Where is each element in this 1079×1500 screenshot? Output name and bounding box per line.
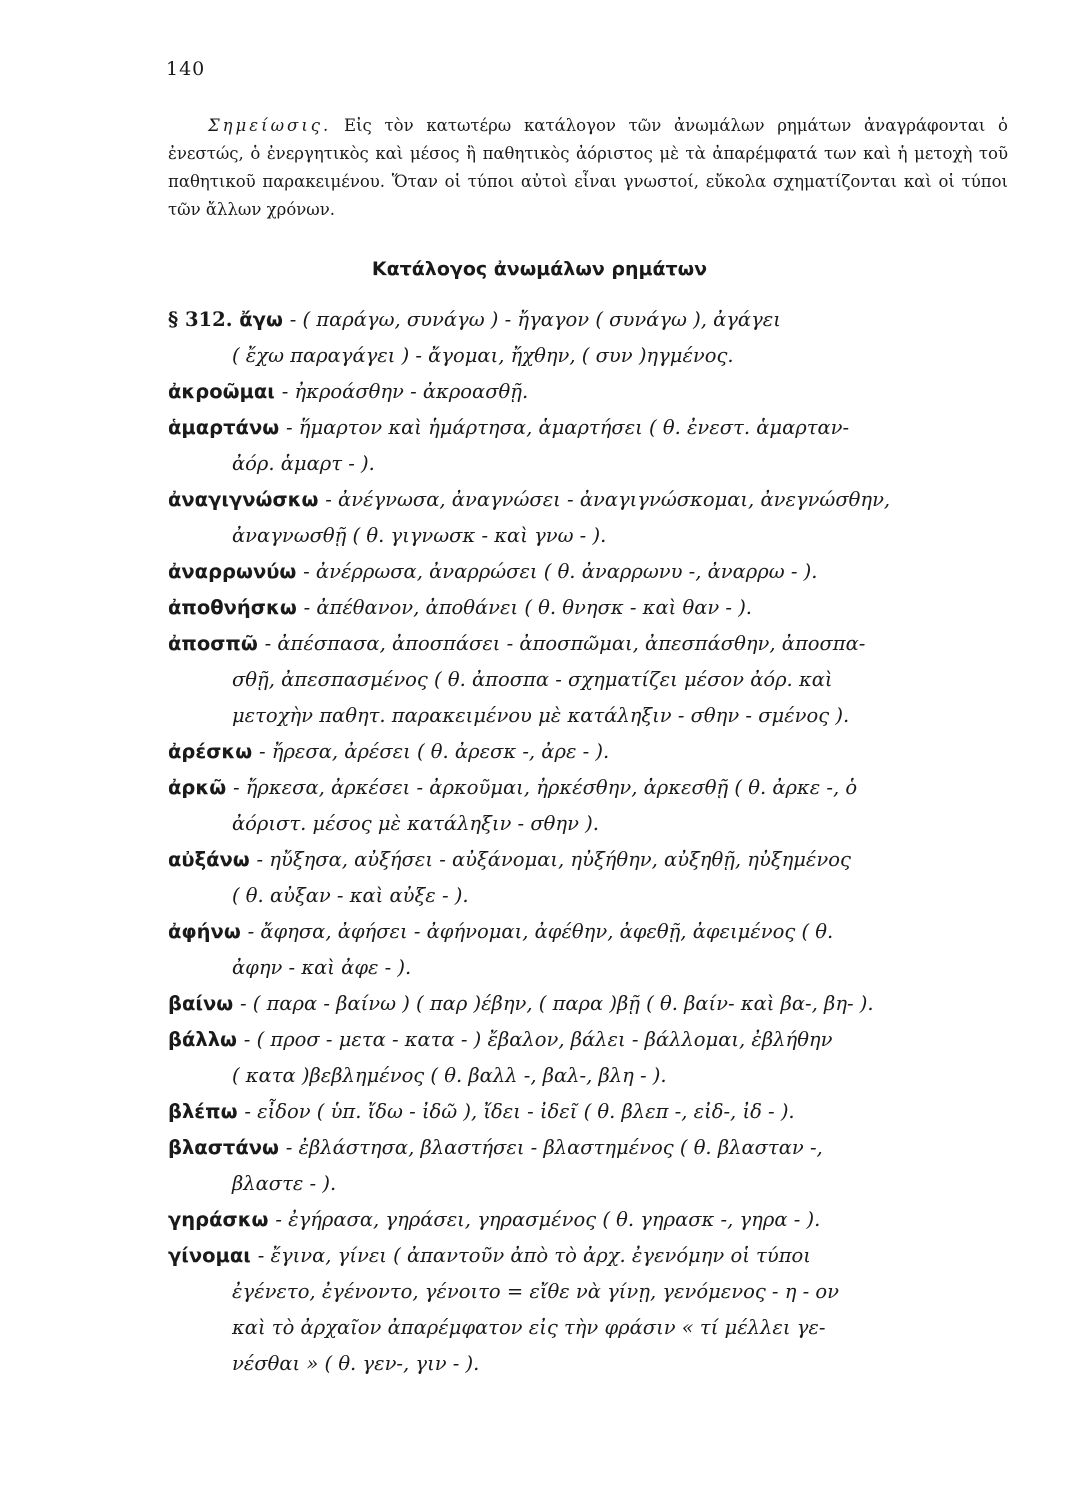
entry-line [168, 806, 1016, 842]
verb-forms: ( ἔχω παραγάγει ) - ἄγομαι, ἤχθην, ( συν )ηγμένος. [232, 344, 734, 367]
verb-entry [168, 1094, 1016, 1130]
entry-line [168, 770, 1016, 806]
note-lead: Σημείωσις. [208, 116, 332, 135]
entry-line [168, 1346, 1016, 1382]
verb-forms: - ἔγινα, γίνει ( ἀπαντοῦν ἀπὸ τὸ ἀρχ. ἐγενόμην οἱ τύποι [257, 1244, 811, 1267]
verb-lemma: ἀποσπῶ [168, 632, 265, 655]
verb-lemma: ἀναγιγνώσκω [168, 488, 326, 511]
verb-forms: - ἀνέρρωσα, ἀναρρώσει ( θ. ἀναρρωνυ -, ἀναρρω - ). [303, 560, 818, 583]
verb-forms: ἀφην - καὶ ἀφε - ). [232, 956, 412, 979]
verb-forms: ἀόριστ. μέσος μὲ κατάληξιν - σθην ). [232, 812, 599, 835]
verb-forms: - ἠκροάσθην - ἀκροασθῇ. [281, 380, 529, 403]
entry-line [168, 986, 1016, 1022]
verb-lemma: αὐξάνω [168, 848, 257, 871]
verb-lemma: βλαστάνω [168, 1136, 286, 1159]
verb-lemma: ἀφήνω [168, 920, 248, 943]
verb-lemma: βάλλω [168, 1028, 244, 1051]
verb-lemma: ἀρκῶ [168, 776, 233, 799]
section-title: Κατάλογος ἀνωμάλων ρημάτων [371, 258, 708, 280]
verb-forms: σθῇ, ἀπεσπασμένος ( θ. ἀποσπα - σχηματίζει μέσον ἀόρ. καὶ [232, 668, 833, 691]
verb-lemma: ἀρέσκω [168, 740, 259, 763]
entry-line [168, 662, 1016, 698]
verb-forms: - ἤρκεσα, ἀρκέσει - ἀρκοῦμαι, ἠρκέσθην, ἀρκεσθῇ ( θ. ἀρκε -, ὁ [232, 776, 858, 799]
entry-line [168, 1274, 1016, 1310]
verb-entry [168, 986, 1016, 1022]
verb-entry [168, 734, 1016, 770]
verb-lemma: ἁμαρτάνω [168, 416, 286, 439]
verb-forms: - ( παρα - βαίνω ) ( παρ )έβην, ( παρα )βῇ ( θ. βαίν- καὶ βα-, βη- ). [239, 992, 874, 1015]
verb-entry [168, 554, 1016, 590]
entry-line [168, 950, 1016, 986]
entry-line [168, 590, 1016, 626]
entry-line [168, 1166, 1016, 1202]
verb-list [168, 302, 1016, 1382]
entry-line [168, 482, 1016, 518]
entry-line [168, 302, 1016, 338]
note-text: Εἰς τὸν κατωτέρω κατάλογον τῶν ἀνωμάλων ρημάτων ἀναγράφονται ὁ ἐνεστώς, ὁ ἐνεργητικὸς καὶ μέσος ἢ παθητικὸς ἀόριστος μὲ τὰ ἀπαρέμφατά των καὶ ἡ μετοχὴ τοῦ παθητικοῦ παρακειμένου. Ὅταν οἱ τύποι αὐτοὶ εἶναι γνωστοί, εὔκολα σχηματίζονται καὶ οἱ τύποι τῶν ἄλλων χρόνων. [168, 116, 1008, 219]
verb-forms: μετοχὴν παθητ. παρακειμένου μὲ κατάληξιν - σθην - σμένος ). [232, 704, 850, 727]
verb-forms: - ἥμαρτον καὶ ἡμάρτησα, ἁμαρτήσει ( θ. ἐνεστ. ἁμαρταν- [285, 416, 850, 439]
verb-forms: - ἀνέγνωσα, ἀναγνώσει - ἀναγιγνώσκομαι, ἀνεγνώσθην, [325, 488, 891, 511]
entry-line [168, 914, 1016, 950]
entry-line [168, 1058, 1016, 1094]
verb-forms: - ἀπέσπασα, ἀποσπάσει - ἀποσπῶμαι, ἀπεσπάσθην, ἀποσπα- [264, 632, 866, 655]
page-number: 140 [166, 58, 206, 80]
verb-entry [168, 590, 1016, 626]
verb-forms: καὶ τὸ ἀρχαῖον ἀπαρέμφατον εἰς τὴν φράσιν « τί μέλλει γε- [232, 1316, 826, 1339]
verb-forms: νέσθαι » ( θ. γεν-, γιν - ). [232, 1352, 480, 1375]
verb-lemma: γίνομαι [168, 1244, 258, 1267]
entry-line [168, 626, 1016, 662]
verb-forms: - εἶδον ( ὑπ. ἴδω - ἰδῶ ), ἴδει - ἰδεῖ ( θ. βλεπ -, εἰδ-, ἰδ - ). [244, 1100, 795, 1123]
section-mark: § 312. [168, 308, 240, 331]
entry-line [168, 1130, 1016, 1166]
verb-entry [168, 842, 1016, 914]
verb-entry [168, 1238, 1016, 1382]
verb-lemma: ἀποθνήσκω [168, 596, 304, 619]
verb-forms: ( κατα )βεβλημένος ( θ. βαλλ -, βαλ-, βλη - ). [232, 1064, 667, 1087]
verb-forms: - ἀπέθανον, ἀποθάνει ( θ. θνησκ - καὶ θαν - ). [303, 596, 753, 619]
verb-entry [168, 770, 1016, 842]
entry-line [168, 1310, 1016, 1346]
entry-line [168, 446, 1016, 482]
verb-lemma: βλέπω [168, 1100, 245, 1123]
verb-lemma: ἄγω [239, 308, 290, 331]
verb-entry [168, 410, 1016, 482]
verb-forms: ἀόρ. ἁμαρτ - ). [232, 452, 375, 475]
entry-line [168, 518, 1016, 554]
verb-entry [168, 1130, 1016, 1202]
verb-entry [168, 482, 1016, 554]
verb-lemma: ἀναρρωνύω [168, 560, 304, 583]
verb-forms: ( θ. αὐξαν - καὶ αὐξε - ). [232, 884, 469, 907]
verb-forms: - ἤρεσα, ἀρέσει ( θ. ἀρεσκ -, ἀρε - ). [259, 740, 610, 763]
verb-entry [168, 302, 1016, 374]
verb-forms: - ἐγήρασα, γηράσει, γηρασμένος ( θ. γηρασκ -, γηρα - ). [275, 1208, 821, 1231]
entry-line [168, 1238, 1016, 1274]
verb-lemma: βαίνω [168, 992, 240, 1015]
entry-line [168, 1022, 1016, 1058]
verb-entry [168, 1202, 1016, 1238]
verb-entry [168, 374, 1016, 410]
entry-line [168, 842, 1016, 878]
entry-line [168, 1094, 1016, 1130]
entry-line [168, 554, 1016, 590]
verb-entry [168, 914, 1016, 986]
verb-lemma: ἀκροῶμαι [168, 380, 282, 403]
note-paragraph [168, 112, 1008, 224]
verb-forms: - ἐβλάστησα, βλαστήσει - βλαστημένος ( θ. βλασταν -, [285, 1136, 823, 1159]
verb-lemma: γηράσκω [168, 1208, 276, 1231]
verb-entry [168, 1022, 1016, 1094]
entry-line [168, 410, 1016, 446]
entry-line [168, 734, 1016, 770]
verb-forms: - ( προσ - μετα - κατα - ) ἔβαλον, βάλει - βάλλομαι, ἐβλήθην [243, 1028, 833, 1051]
verb-forms: - ἄφησα, ἀφήσει - ἀφήνομαι, ἀφέθην, ἀφεθῇ, ἀφειμένος ( θ. [247, 920, 834, 943]
verb-forms: - ( παράγω, συνάγω ) - ἤγαγον ( συνάγω ), ἀγάγει [289, 308, 781, 331]
entry-line [168, 374, 1016, 410]
verb-forms: ἐγένετο, ἐγένοντο, γένοιτο = εἴθε νὰ γίνῃ, γενόμενος - η - ον [232, 1280, 839, 1303]
entry-line [168, 698, 1016, 734]
verb-forms: ἀναγνωσθῇ ( θ. γιγνωσκ - καὶ γνω - ). [232, 524, 607, 547]
verb-forms: βλαστε - ). [232, 1172, 337, 1195]
verb-forms: - ηὔξησα, αὐξήσει - αὐξάνομαι, ηὐξήθην, αὐξηθῇ, ηὐξημένος [256, 848, 851, 871]
entry-line [168, 338, 1016, 374]
verb-entry [168, 626, 1016, 734]
entry-line [168, 1202, 1016, 1238]
entry-line [168, 878, 1016, 914]
